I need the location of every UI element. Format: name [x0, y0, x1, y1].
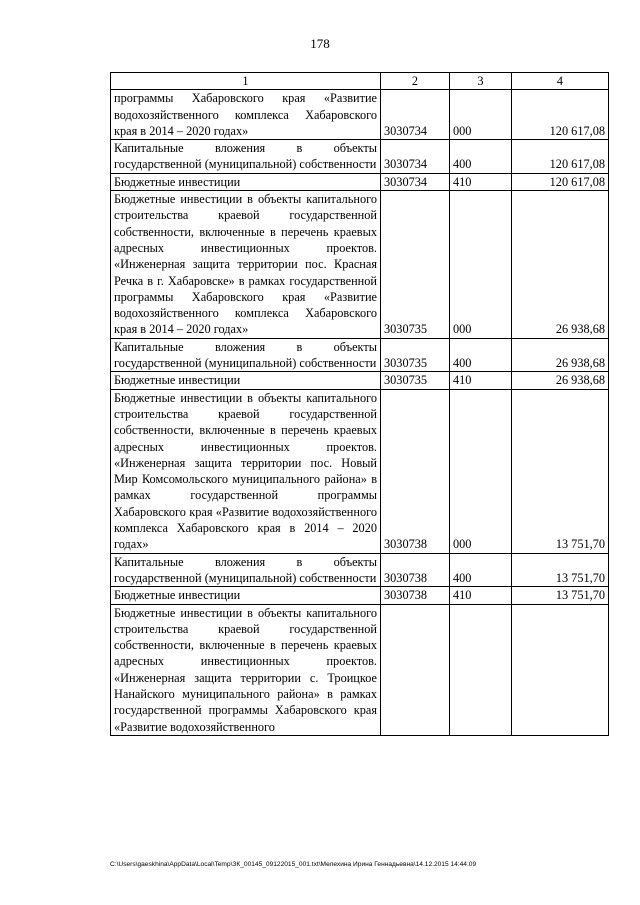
- table-header-row: [111, 73, 609, 90]
- row-amount: 120 617,08: [512, 90, 609, 140]
- table-row: [111, 389, 609, 553]
- row-expense-type: [450, 604, 512, 735]
- row-expense-type: 410: [450, 372, 512, 389]
- row-target-code: 3030735: [381, 338, 450, 372]
- row-target-code: 3030735: [381, 191, 450, 339]
- row-amount: 26 938,68: [512, 191, 609, 339]
- row-description: Бюджетные инвестиции в объекты капитального строительства краевой государственной собственности, включенные в перечень краевых адресных инвестиционных проектов. «Инженерная защита территории пос. Новый Мир Комсомольского муниципального района» в рамках государственной программы Хабаровского края «Развитие водохозяйственного комплекса Хабаровского края в 2014 – 2020 годах»: [111, 389, 381, 553]
- file-path-footer: C:\Users\gaeskhina\AppData\Local\Temp\ЗК_00145_09122015_001.txt\Мелехина Ирина Геннадьевна\14.12.2015 14:44:09: [110, 861, 477, 868]
- row-expense-type: 400: [450, 553, 512, 587]
- row-amount: 26 938,68: [512, 338, 609, 372]
- table-row: [111, 140, 609, 174]
- row-expense-type: 400: [450, 338, 512, 372]
- row-expense-type: 000: [450, 90, 512, 140]
- row-expense-type: 000: [450, 389, 512, 553]
- row-target-code: 3030738: [381, 553, 450, 587]
- row-description: Бюджетные инвестиции: [111, 587, 381, 604]
- row-description: Капитальные вложения в объекты государственной (муниципальной) собственности: [111, 140, 381, 174]
- row-target-code: 3030734: [381, 173, 450, 190]
- row-description: программы Хабаровского края «Развитие водохозяйственного комплекса Хабаровского края в 2014 – 2020 годах»: [111, 90, 381, 140]
- row-amount: 120 617,08: [512, 140, 609, 174]
- row-target-code: 3030738: [381, 389, 450, 553]
- row-description: Бюджетные инвестиции: [111, 173, 381, 190]
- table-row: [111, 604, 609, 735]
- row-description: Капитальные вложения в объекты государственной (муниципальной) собственности: [111, 338, 381, 372]
- column-header-3: 3: [450, 73, 512, 90]
- row-amount: 120 617,08: [512, 173, 609, 190]
- row-description: Бюджетные инвестиции в объекты капитального строительства краевой государственной собственности, включенные в перечень краевых адресных инвестиционных проектов. «Инженерная защита территории с. Троицкое Нанайского муниципального района» в рамках государственной программы Хабаровского края «Развитие водохозяйственного: [111, 604, 381, 735]
- row-target-code: 3030735: [381, 372, 450, 389]
- row-amount: [512, 604, 609, 735]
- row-description: Капитальные вложения в объекты государственной (муниципальной) собственности: [111, 553, 381, 587]
- table-row: [111, 553, 609, 587]
- row-target-code: 3030734: [381, 140, 450, 174]
- row-description: Бюджетные инвестиции: [111, 372, 381, 389]
- budget-table: [110, 72, 609, 736]
- column-header-2: 2: [381, 73, 450, 90]
- table-row: [111, 372, 609, 389]
- row-target-code: [381, 604, 450, 735]
- table-row: [111, 338, 609, 372]
- table-row: [111, 90, 609, 140]
- row-amount: 13 751,70: [512, 553, 609, 587]
- row-expense-type: 410: [450, 587, 512, 604]
- table-row: [111, 191, 609, 339]
- row-description: Бюджетные инвестиции в объекты капитального строительства краевой государственной собственности, включенные в перечень краевых адресных инвестиционных проектов. «Инженерная защита территории пос. Красная Речка в г. Хабаровске» в рамках государственной программы Хабаровского края «Развитие водохозяйственного комплекса Хабаровского края в 2014 – 2020 годах»: [111, 191, 381, 339]
- table-row: [111, 587, 609, 604]
- page-number: 178: [310, 36, 330, 51]
- row-expense-type: 410: [450, 173, 512, 190]
- row-target-code: 3030734: [381, 90, 450, 140]
- column-header-4: 4: [512, 73, 609, 90]
- row-amount: 13 751,70: [512, 389, 609, 553]
- row-expense-type: 400: [450, 140, 512, 174]
- row-expense-type: 000: [450, 191, 512, 339]
- row-amount: 26 938,68: [512, 372, 609, 389]
- column-header-1: 1: [111, 73, 381, 90]
- table-row: [111, 173, 609, 190]
- row-target-code: 3030738: [381, 587, 450, 604]
- row-amount: 13 751,70: [512, 587, 609, 604]
